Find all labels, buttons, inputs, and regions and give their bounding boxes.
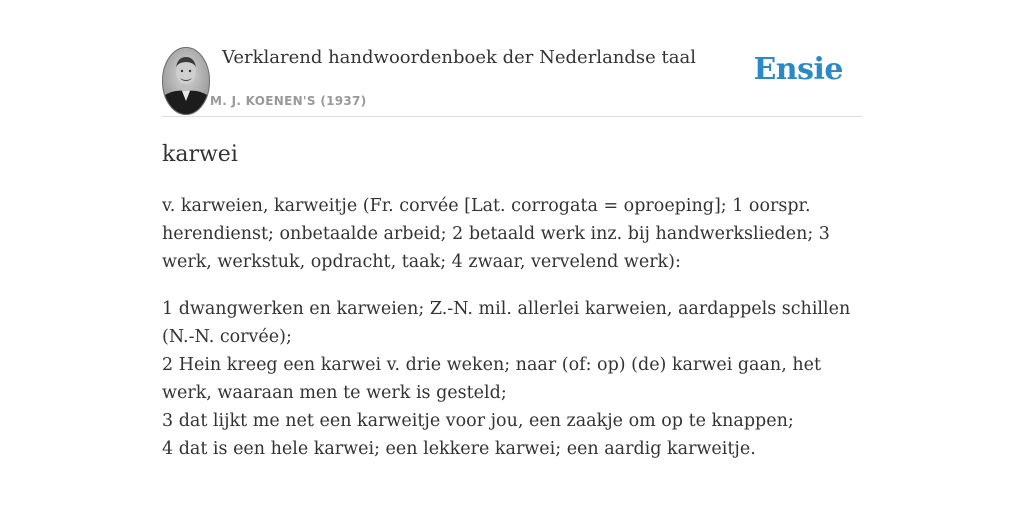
entry-headword: karwei [162,142,238,167]
example-line: 4 dat is een hele karwei; een lekkere karwei; een aardig karweitje. [162,439,756,459]
entry-definition: v. karweien, karweitje (Fr. corvée [Lat. corrogata = oproeping]; 1 oorspr. herendienst; onbetaalde arbeid; 2 betaald werk inz. bij handwerkslieden; 3 werk, werkstuk, opdracht, taak; 4 zwaar, vervelend werk): [162,196,830,272]
header [162,0,862,117]
page [162,0,862,459]
brand-logo-link[interactable]: Ensie [753,52,843,87]
book-title: Verklarend handwoordenboek der Nederlandse taal [222,47,696,68]
entry-examples [162,295,862,463]
author-label: M. J. KOENEN'S (1937) [210,94,367,108]
author-portrait [162,47,210,115]
example-line: 1 dwangwerken en karweien; Z.-N. mil. allerlei karweien, aardappels schillen (N.-N. corvée); [162,299,851,347]
example-line: 3 dat lijkt me net een karweitje voor jou, een zaakje om op te knappen; [162,411,794,431]
example-line: 2 Hein kreeg een karwei v. drie weken; naar (of: op) (de) karwei gaan, het werk, waaraan men te werk is gesteld; [162,355,821,403]
